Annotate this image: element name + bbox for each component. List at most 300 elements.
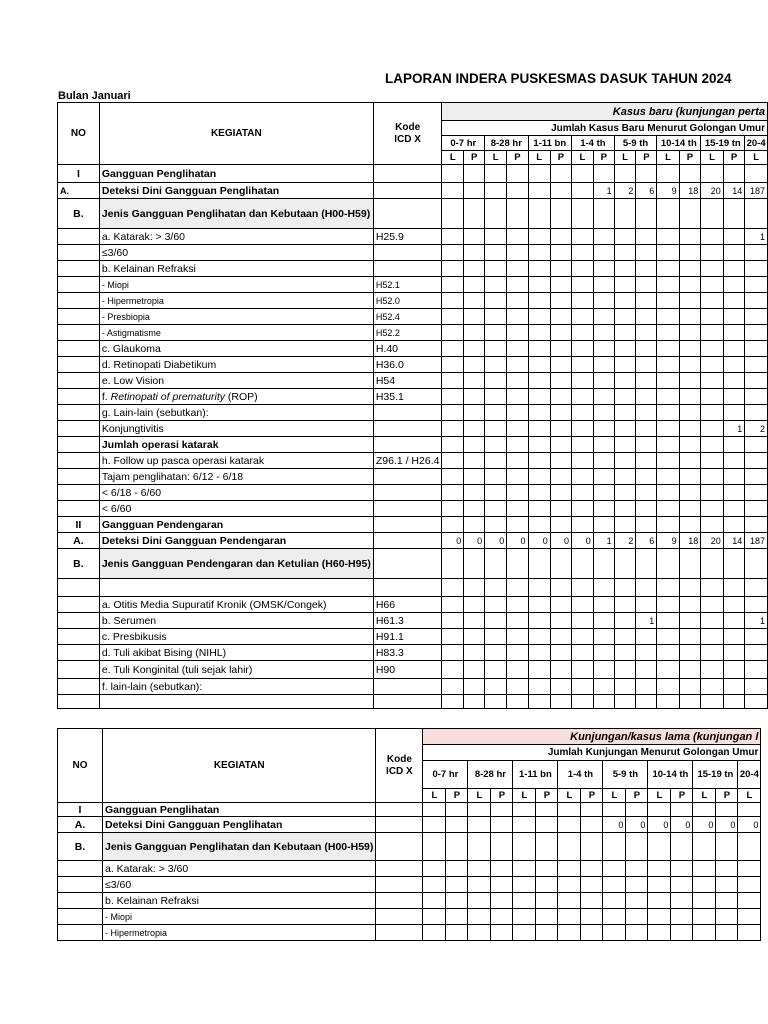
value-cell: [442, 199, 464, 229]
row-no: [58, 293, 100, 309]
value-cell: [679, 277, 701, 293]
value-cell: [485, 421, 507, 437]
row-no: [58, 893, 103, 909]
table-row: [58, 877, 761, 893]
age-group-header: 1-11 bn: [513, 761, 558, 789]
value-cell: [507, 165, 528, 183]
value-cell: [679, 613, 701, 629]
value-cell: [614, 277, 636, 293]
value-cell: [528, 469, 550, 485]
value-cell: [491, 817, 513, 833]
value-cell: [679, 245, 701, 261]
sex-header: L: [657, 151, 679, 165]
row-label: ≤3/60: [99, 245, 373, 261]
table-row: [58, 661, 768, 679]
value-cell: [657, 277, 679, 293]
sex-header: L: [423, 789, 446, 803]
value-cell: 6: [636, 533, 657, 549]
value-cell: [536, 833, 558, 861]
value-cell: [442, 389, 464, 405]
value-cell: [745, 245, 768, 261]
row-no: [58, 389, 100, 405]
value-cell: [693, 925, 716, 941]
value-cell: [614, 341, 636, 357]
row-label: f. lain-lain (sebutkan):: [99, 679, 373, 695]
value-cell: [701, 293, 723, 309]
row-label: - Presbiopia: [99, 309, 373, 325]
value-cell: 6: [636, 183, 657, 199]
row-label: g. Lain-lain (sebutkan):: [99, 405, 373, 421]
sex-header: P: [446, 789, 468, 803]
sex-header: P: [671, 789, 693, 803]
value-cell: [593, 613, 614, 629]
value-cell: [536, 877, 558, 893]
table-row: [58, 517, 768, 533]
row-label: ≤3/60: [103, 877, 376, 893]
value-cell: [738, 925, 761, 941]
value-cell: [550, 679, 571, 695]
value-cell: [636, 165, 657, 183]
row-icd-code: H36.0: [373, 357, 442, 373]
value-cell: [636, 261, 657, 277]
value-cell: [626, 803, 648, 817]
value-cell: [491, 803, 513, 817]
value-cell: [693, 877, 716, 893]
sex-header: L: [572, 151, 594, 165]
value-cell: 18: [679, 183, 701, 199]
row-label: Gangguan Penglihatan: [99, 165, 373, 183]
row-label: [99, 389, 373, 405]
value-cell: [723, 695, 745, 709]
value-cell: [614, 469, 636, 485]
value-cell: [701, 597, 723, 613]
value-cell: [507, 485, 528, 501]
value-cell: [446, 861, 468, 877]
value-cell: [528, 421, 550, 437]
value-cell: [423, 861, 446, 877]
table-row: [58, 199, 768, 229]
table-row: [58, 861, 761, 877]
value-cell: [507, 579, 528, 597]
table-row: [58, 373, 768, 389]
sex-header: P: [636, 151, 657, 165]
value-cell: [723, 517, 745, 533]
value-cell: [679, 341, 701, 357]
sex-header: L: [442, 151, 464, 165]
value-cell: [550, 405, 571, 421]
value-cell: [581, 877, 603, 893]
value-cell: [626, 893, 648, 909]
value-cell: [723, 165, 745, 183]
value-cell: [550, 325, 571, 341]
value-cell: [716, 861, 738, 877]
value-cell: [485, 579, 507, 597]
value-cell: 0: [626, 817, 648, 833]
value-cell: [572, 661, 594, 679]
value-cell: [657, 341, 679, 357]
row-icd-code: [376, 833, 423, 861]
value-cell: [723, 501, 745, 517]
value-cell: [572, 309, 594, 325]
value-cell: [485, 679, 507, 695]
table-row: [58, 613, 768, 629]
value-cell: [738, 833, 761, 861]
value-cell: [513, 861, 536, 877]
value-cell: [636, 437, 657, 453]
value-cell: [507, 597, 528, 613]
value-cell: [701, 549, 723, 579]
row-no: [58, 357, 100, 373]
value-cell: [626, 861, 648, 877]
value-cell: [723, 679, 745, 695]
value-cell: [745, 453, 768, 469]
value-cell: [572, 695, 594, 709]
value-cell: [528, 485, 550, 501]
value-cell: [442, 261, 464, 277]
kode-line-2: ICD X: [394, 133, 421, 145]
value-cell: [464, 199, 485, 229]
report-month: Bulan Januari: [58, 90, 131, 102]
value-cell: [679, 293, 701, 309]
value-cell: [723, 389, 745, 405]
row-icd-code: H35.1: [373, 389, 442, 405]
value-cell: [723, 453, 745, 469]
table-row: [58, 183, 768, 199]
value-cell: [614, 325, 636, 341]
value-cell: [572, 549, 594, 579]
value-cell: [614, 437, 636, 453]
value-cell: [581, 803, 603, 817]
value-cell: [558, 833, 581, 861]
value-cell: [648, 925, 671, 941]
value-cell: [468, 909, 491, 925]
table-row: [58, 695, 768, 709]
value-cell: [745, 165, 768, 183]
value-cell: [581, 893, 603, 909]
value-cell: [657, 453, 679, 469]
value-cell: [679, 261, 701, 277]
value-cell: [614, 645, 636, 661]
value-cell: [528, 357, 550, 373]
value-cell: [507, 357, 528, 373]
age-group-header: 5-9 th: [603, 761, 648, 789]
value-cell: [745, 405, 768, 421]
value-cell: [550, 373, 571, 389]
value-cell: [485, 645, 507, 661]
value-cell: [446, 925, 468, 941]
value-cell: 0: [716, 817, 738, 833]
value-cell: [723, 261, 745, 277]
value-cell: [464, 165, 485, 183]
value-cell: [701, 661, 723, 679]
row-no: [58, 309, 100, 325]
value-cell: [723, 373, 745, 389]
value-cell: [572, 485, 594, 501]
label-prefix: f.: [101, 390, 111, 403]
value-cell: [636, 695, 657, 709]
sex-header: L: [648, 789, 671, 803]
value-cell: 0: [464, 533, 485, 549]
value-cell: [657, 629, 679, 645]
table-row: [58, 309, 768, 325]
value-cell: [464, 229, 485, 245]
value-cell: [614, 357, 636, 373]
value-cell: [745, 199, 768, 229]
value-cell: [657, 679, 679, 695]
value-cell: [614, 597, 636, 613]
row-label: - Astigmatisme: [99, 325, 373, 341]
value-cell: [745, 389, 768, 405]
value-cell: [572, 293, 594, 309]
value-cell: [701, 645, 723, 661]
value-cell: [614, 165, 636, 183]
value-cell: [636, 645, 657, 661]
value-cell: [446, 817, 468, 833]
value-cell: 14: [723, 533, 745, 549]
value-cell: [657, 549, 679, 579]
value-cell: [550, 389, 571, 405]
sex-header: P: [464, 151, 485, 165]
value-cell: [723, 597, 745, 613]
value-cell: [485, 549, 507, 579]
value-cell: [679, 579, 701, 597]
value-cell: [485, 469, 507, 485]
row-no: [58, 373, 100, 389]
value-cell: [507, 421, 528, 437]
value-cell: [550, 261, 571, 277]
value-cell: [679, 405, 701, 421]
value-cell: [464, 309, 485, 325]
table-row: [58, 325, 768, 341]
value-cell: [636, 485, 657, 501]
value-cell: [701, 165, 723, 183]
value-cell: [614, 485, 636, 501]
value-cell: [701, 453, 723, 469]
value-cell: [614, 679, 636, 695]
value-cell: [572, 405, 594, 421]
value-cell: [626, 833, 648, 861]
value-cell: [446, 803, 468, 817]
value-cell: [572, 679, 594, 695]
value-cell: [528, 229, 550, 245]
value-cell: [442, 661, 464, 679]
value-cell: [636, 597, 657, 613]
table-row: [58, 229, 768, 245]
row-label: Konjungtivitis: [99, 421, 373, 437]
value-cell: [528, 245, 550, 261]
header-banner: Kasus baru (kunjungan perta: [442, 103, 768, 121]
value-cell: [636, 469, 657, 485]
value-cell: [657, 613, 679, 629]
value-cell: [603, 803, 626, 817]
col-header-kode: [376, 729, 423, 803]
value-cell: [423, 817, 446, 833]
table-row: [58, 437, 768, 453]
value-cell: [636, 325, 657, 341]
value-cell: [679, 501, 701, 517]
value-cell: [485, 517, 507, 533]
value-cell: [423, 833, 446, 861]
value-cell: [572, 357, 594, 373]
value-cell: [745, 293, 768, 309]
value-cell: [679, 645, 701, 661]
value-cell: [423, 909, 446, 925]
row-no: [58, 421, 100, 437]
value-cell: [464, 373, 485, 389]
value-cell: [536, 861, 558, 877]
value-cell: [507, 661, 528, 679]
value-cell: 0: [550, 533, 571, 549]
header-sub: Jumlah Kasus Baru Menurut Golongan Umur: [442, 121, 768, 136]
value-cell: [507, 325, 528, 341]
value-cell: [636, 421, 657, 437]
value-cell: [485, 183, 507, 199]
row-no: A.: [58, 533, 100, 549]
value-cell: [657, 261, 679, 277]
row-label: e. Low Vision: [99, 373, 373, 389]
age-group-header: 15-19 tn: [701, 136, 745, 151]
row-label: Deteksi Dini Gangguan Pendengaran: [99, 533, 373, 549]
row-no: [58, 679, 100, 695]
value-cell: [723, 549, 745, 579]
value-cell: [701, 421, 723, 437]
value-cell: [464, 485, 485, 501]
value-cell: [636, 373, 657, 389]
value-cell: [603, 925, 626, 941]
value-cell: [701, 469, 723, 485]
value-cell: [701, 341, 723, 357]
value-cell: [723, 437, 745, 453]
value-cell: [679, 373, 701, 389]
value-cell: [464, 261, 485, 277]
table-row: [58, 679, 768, 695]
value-cell: [491, 861, 513, 877]
value-cell: [485, 341, 507, 357]
value-cell: [528, 341, 550, 357]
value-cell: [593, 453, 614, 469]
row-no: [58, 925, 103, 941]
value-cell: [550, 453, 571, 469]
value-cell: [593, 679, 614, 695]
row-no: [58, 613, 100, 629]
value-cell: [679, 453, 701, 469]
value-cell: [593, 277, 614, 293]
value-cell: [593, 261, 614, 277]
row-icd-code: H83.3: [373, 645, 442, 661]
value-cell: [485, 597, 507, 613]
value-cell: [636, 453, 657, 469]
value-cell: 14: [723, 183, 745, 199]
header-sub: Jumlah Kunjungan Menurut Golongan Umur: [423, 745, 761, 761]
value-cell: [723, 645, 745, 661]
row-icd-code: [373, 183, 442, 199]
row-no: [58, 453, 100, 469]
value-cell: [528, 437, 550, 453]
value-cell: [657, 661, 679, 679]
value-cell: [593, 579, 614, 597]
value-cell: [657, 469, 679, 485]
value-cell: [679, 695, 701, 709]
value-cell: [423, 925, 446, 941]
row-icd-code: [376, 861, 423, 877]
table-row: [58, 421, 768, 437]
sex-header: L: [745, 151, 768, 165]
value-cell: [536, 803, 558, 817]
value-cell: [657, 485, 679, 501]
value-cell: [572, 373, 594, 389]
value-cell: [442, 597, 464, 613]
row-icd-code: H61.3: [373, 613, 442, 629]
value-cell: 2: [614, 533, 636, 549]
row-no: B.: [58, 549, 100, 579]
value-cell: [528, 695, 550, 709]
row-icd-code: [373, 199, 442, 229]
value-cell: [745, 469, 768, 485]
value-cell: [716, 803, 738, 817]
value-cell: [626, 925, 648, 941]
value-cell: [507, 261, 528, 277]
value-cell: 9: [657, 533, 679, 549]
value-cell: [593, 293, 614, 309]
value-cell: [657, 165, 679, 183]
table-row: [58, 469, 768, 485]
value-cell: 0: [572, 533, 594, 549]
table-row: [58, 293, 768, 309]
value-cell: [572, 437, 594, 453]
row-no: [58, 277, 100, 293]
row-label: c. Glaukoma: [99, 341, 373, 357]
value-cell: [528, 261, 550, 277]
row-label: b. Kelainan Refraksi: [99, 261, 373, 277]
row-no: B.: [58, 833, 103, 861]
value-cell: [464, 405, 485, 421]
value-cell: [679, 389, 701, 405]
value-cell: [485, 629, 507, 645]
value-cell: [442, 421, 464, 437]
value-cell: [550, 357, 571, 373]
row-icd-code: [376, 817, 423, 833]
sex-header: P: [679, 151, 701, 165]
row-label: b. Serumen: [99, 613, 373, 629]
row-no: [58, 909, 103, 925]
table-row: [58, 357, 768, 373]
value-cell: [657, 245, 679, 261]
value-cell: [701, 277, 723, 293]
row-icd-code: [373, 437, 442, 453]
value-cell: [572, 517, 594, 533]
value-cell: [572, 645, 594, 661]
value-cell: [581, 925, 603, 941]
value-cell: [636, 405, 657, 421]
value-cell: [716, 877, 738, 893]
value-cell: [468, 861, 491, 877]
value-cell: [513, 925, 536, 941]
value-cell: [442, 501, 464, 517]
value-cell: [679, 679, 701, 695]
table-row: [58, 645, 768, 661]
row-icd-code: [376, 925, 423, 941]
value-cell: [468, 803, 491, 817]
value-cell: [636, 389, 657, 405]
value-cell: 0: [671, 817, 693, 833]
value-cell: [657, 501, 679, 517]
value-cell: [507, 199, 528, 229]
value-cell: [550, 245, 571, 261]
value-cell: [593, 389, 614, 405]
col-header-kode: [373, 103, 442, 165]
value-cell: [636, 501, 657, 517]
value-cell: [507, 549, 528, 579]
